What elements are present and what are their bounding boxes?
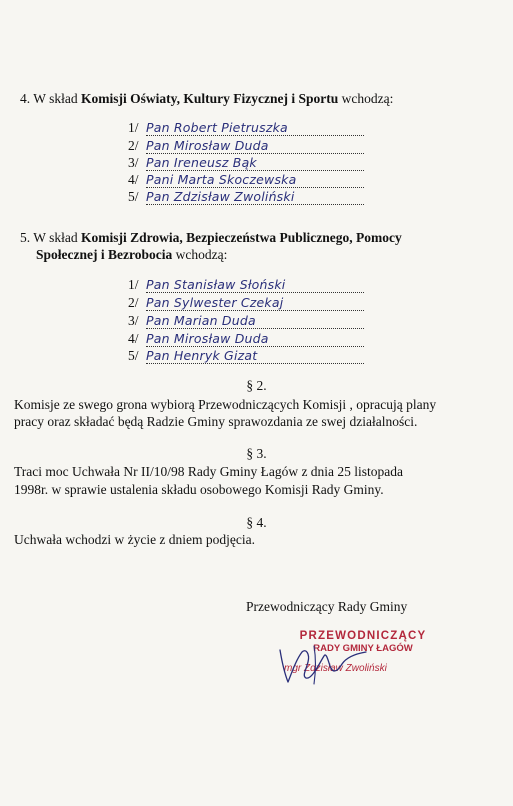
section-5-prefix: 5. W skład (20, 230, 82, 245)
section-5-suffix: wchodzą: (172, 247, 228, 262)
section-5-member-4: 4/ Pan Mirosław Duda (128, 331, 364, 349)
section-5-committee-line2: Społecznej i Bezrobocia (36, 247, 173, 262)
paragraph-2-heading: § 2. (246, 378, 267, 393)
chairman-title: Przewodniczący Rady Gminy (246, 599, 408, 614)
section-5-intro-cont (36, 246, 227, 263)
section-4-member-2: 2/ Pan Mirosław Duda (128, 138, 364, 156)
section-5-intro (20, 229, 402, 246)
paragraph-2-line1: Komisje ze swego grona wybiorą Przewodniczących Komisji , opracują plany (14, 397, 437, 412)
section-4-member-3: 3/ Pan Ireneusz Bąk (128, 155, 364, 173)
handwritten-name: Pan Mirosław Duda (146, 331, 364, 347)
section-5-member-1: 1/ Pan Stanisław Słoński (128, 277, 364, 295)
paragraph-3-line2: 1998r. w sprawie ustalenia składu osobowego Komisji Rady Gminy. (14, 482, 384, 497)
handwritten-name: Pan Zdzisław Zwoliński (146, 189, 364, 205)
handwritten-name: Pan Marian Duda (146, 313, 364, 329)
section-4-suffix: wchodzą: (338, 91, 394, 106)
section-4-member-1: 1/ Pan Robert Pietruszka (128, 120, 364, 138)
handwritten-name: Pan Henryk Gizat (146, 348, 364, 364)
section-5-member-2: 2/ Pan Sylwester Czekaj (128, 295, 364, 313)
paragraph-3-line1: Traci moc Uchwała Nr II/10/98 Rady Gminy Łagów z dnia 25 listopada (14, 464, 404, 479)
handwritten-name: Pan Ireneusz Bąk (146, 155, 364, 171)
handwritten-name: Pan Sylwester Czekaj (146, 295, 364, 311)
section-4-member-4: 4/ Pani Marta Skoczewska (128, 172, 364, 190)
signature-graphic (262, 642, 372, 686)
paragraph-4-heading: § 4. (246, 515, 267, 530)
handwritten-name: Pan Robert Pietruszka (146, 120, 364, 136)
stamp-line1: PRZEWODNICZĄCY (299, 630, 427, 642)
paragraph-2-line2: pracy oraz składać będą Radzie Gminy sprawozdania ze swej działalności. (14, 414, 418, 429)
paragraph-3-heading: § 3. (246, 446, 267, 461)
section-4-committee: Komisji Oświaty, Kultury Fizycznej i Sportu (81, 91, 339, 106)
section-4-member-5: 5/ Pan Zdzisław Zwoliński (128, 189, 364, 207)
paragraph-4-line1: Uchwała wchodzi w życie z dniem podjęcia. (14, 532, 256, 547)
section-4-prefix: 4. W skład (20, 91, 82, 106)
stamp-line2: RADY GMINY ŁAGÓW (313, 643, 413, 654)
section-5-committee-line1: Komisji Zdrowia, Bezpieczeństwa Publicznego, Pomocy (81, 230, 402, 245)
section-5-member-3: 3/ Pan Marian Duda (128, 313, 364, 331)
handwritten-name: Pani Marta Skoczewska (146, 172, 364, 188)
section-4-intro (20, 90, 393, 107)
handwritten-name: Pan Mirosław Duda (146, 138, 364, 154)
handwritten-name: Pan Stanisław Słoński (146, 277, 364, 293)
section-5-member-5: 5/ Pan Henryk Gizat (128, 348, 364, 366)
stamp-name: mgr Zdzisław Zwoliński (284, 663, 387, 674)
